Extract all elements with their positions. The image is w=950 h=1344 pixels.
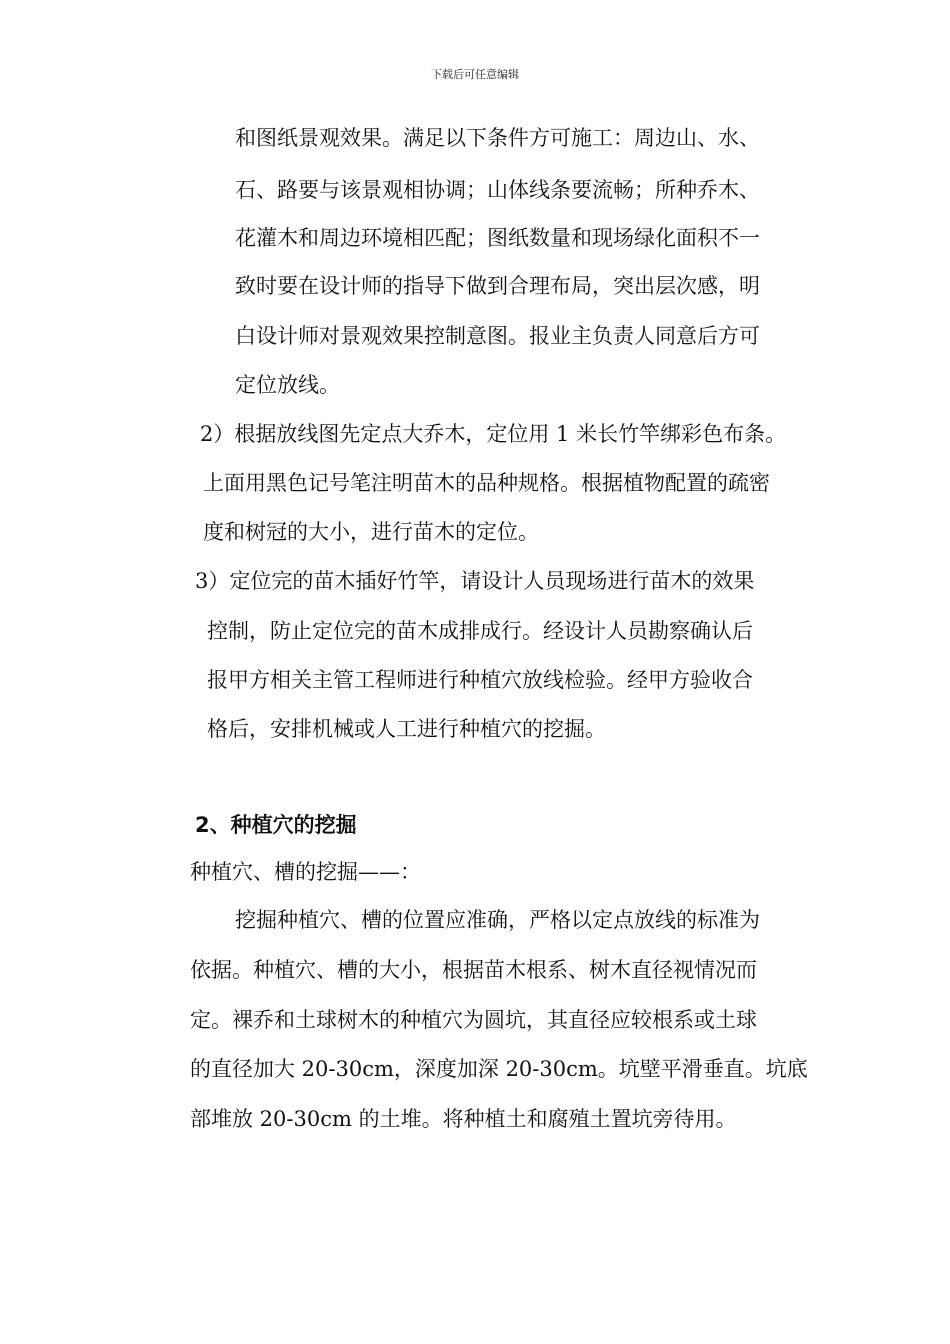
paragraph-line: 定位放线。	[235, 373, 340, 397]
paragraph-line: 定。裸乔和土球树木的种植穴为圆坑，其直径应较根系或土球	[190, 1008, 757, 1032]
page-header: 下载后可任意编辑	[431, 68, 519, 81]
list-item-line: 3）定位完的苗木插好竹竿，请设计人员现场进行苗木的效果	[195, 569, 755, 593]
list-item-line: 控制，防止定位完的苗木成排成行。经设计人员勘察确认后	[207, 619, 753, 643]
paragraph-line: 的直径加大 20-30cm，深度加深 20-30cm。坑壁平滑垂直。坑底	[190, 1057, 808, 1081]
paragraph-line: 依据。种植穴、槽的大小，根据苗木根系、树木直径视情况而	[190, 958, 757, 982]
paragraph-line: 致时要在设计师的指导下做到合理布局，突出层次感，明	[235, 274, 760, 298]
paragraph-line: 挖掘种植穴、槽的位置应准确，严格以定点放线的标准为	[235, 908, 760, 932]
list-item-line: 2）根据放线图先定点大乔木，定位用 1 米长竹竿绑彩色布条。	[200, 422, 787, 446]
list-item-line: 报甲方相关主管工程师进行种植穴放线检验。经甲方验收合	[207, 668, 753, 692]
paragraph-line: 花灌木和周边环境相匹配；图纸数量和现场绿化面积不一	[235, 226, 760, 250]
section-heading: 2、种植穴的挖掘	[195, 813, 357, 837]
paragraph-line: 石、路要与该景观相协调；山体线条要流畅；所种乔木、	[235, 178, 760, 202]
list-item-line: 上面用黑色记号笔注明苗木的品种规格。根据植物配置的疏密	[203, 471, 770, 495]
paragraph-line: 白设计师对景观效果控制意图。报业主负责人同意后方可	[235, 324, 760, 348]
list-item-line: 格后，安排机械或人工进行种植穴的挖掘。	[207, 717, 606, 741]
paragraph-line: 部堆放 20-30cm 的土堆。将种植土和腐殖土置坑旁待用。	[190, 1107, 737, 1131]
sub-heading: 种植穴、槽的挖掘——：	[190, 860, 421, 884]
paragraph-line: 和图纸景观效果。满足以下条件方可施工：周边山、水、	[235, 126, 760, 150]
list-item-line: 度和树冠的大小，进行苗木的定位。	[203, 520, 539, 544]
